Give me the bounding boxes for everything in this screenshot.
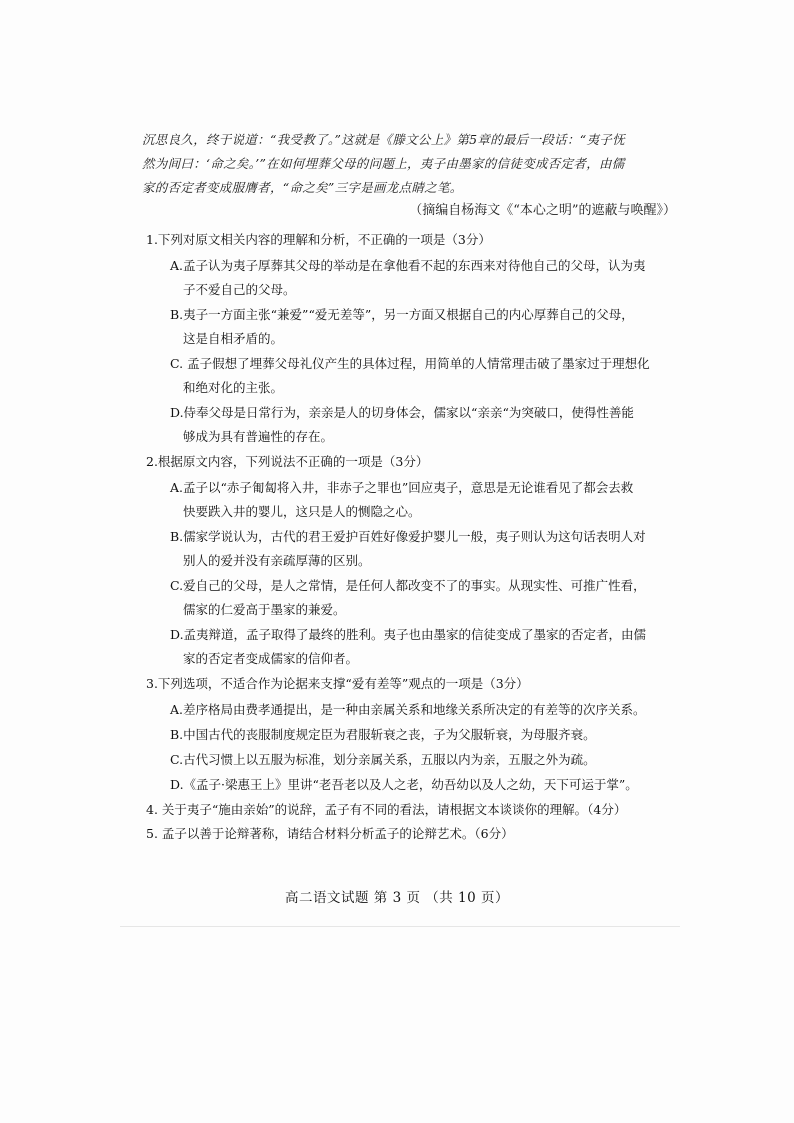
option-text-cont: 这是自相矛盾的。 [183, 331, 284, 346]
option-text: D.侍奉父母是日常行为，亲亲是人的切身体会，儒家以“亲亲“为突破口，使得性善能 [170, 405, 634, 420]
option-text-cont: 够成为具有普遍性的存在。 [183, 429, 334, 444]
question-3 [146, 672, 666, 797]
option-text: A.孟子以“赤子匍匐将入井，非赤子之罪也”回应夷子，意思是无论谁看见了都会去救 [170, 480, 634, 495]
question-4: 4. 关于夷子“施由亲始”的说辞，孟子有不同的看法，请根据文本谈谈你的理解。（4分） [146, 802, 627, 817]
option-c [170, 574, 666, 622]
option-text-cont: 快要跌入井的婴儿，这只是人的恻隐之心。 [183, 504, 421, 519]
option-d: D.《孟子·梁惠王上》里讲“老吾老以及人之老，幼吾幼以及人之幼，天下可运于掌”。 [170, 777, 638, 792]
passage-line: 家的否定者变成服膺者，“命之矣”三字是画龙点睛之笔。 [142, 180, 463, 195]
option-b: B.中国古代的丧服制度规定臣为君服斩衰之丧，子为父服斩衰，为母服齐衰。 [170, 727, 596, 742]
option-c [170, 352, 666, 400]
option-b [170, 525, 666, 573]
question-stem: 3.下列选项，不适合作为论据来支撑“爱有差等”观点的一项是（3分） [146, 676, 529, 691]
option-text-cont: 别人的爱并没有亲疏厚薄的区别。 [183, 553, 371, 568]
option-text: B.夷子一方面主张“兼爱”“爱无差等”，另一方面又根据自己的内心厚葬自己的父母， [170, 307, 634, 322]
option-a: A.差序格局由费孝通提出，是一种由亲属关系和地缘关系所决定的有差等的次序关系。 [170, 702, 646, 717]
option-text-cont: 儒家的仁爱高于墨家的兼爱。 [183, 602, 346, 617]
option-text: C.爱自己的父母，是人之常情，是任何人都改变不了的事实。从现实性、可推广性看， [170, 578, 646, 593]
option-b [170, 303, 666, 351]
option-c: C.古代习惯上以五服为标准，划分亲属关系，五服以内为亲，五服之外为疏。 [170, 752, 596, 767]
option-text: C. 孟子假想了埋葬父母礼仪产生的具体过程，用简单的人情常理击破了墨家过于理想化 [170, 356, 650, 371]
option-text: D.孟夷辩道，孟子取得了最终的胜利。夷子也由墨家的信徒变成了墨家的否定者，由儒 [170, 627, 647, 642]
passage-excerpt [142, 128, 682, 200]
option-text-cont: 和绝对化的主张。 [183, 380, 284, 395]
option-d [170, 401, 666, 449]
option-text: B.儒家学说认为，古代的君王爱护百姓好像爱护婴儿一般，夷子则认为这句话表明人对 [170, 529, 646, 544]
question-1 [146, 228, 666, 449]
option-d [170, 623, 666, 671]
option-a [170, 254, 666, 302]
option-a [170, 476, 666, 524]
passage-line: 沉思良久，终于说道：“我受教了。”这就是《滕文公上》第5章的最后一段话：“夷子怃 [142, 132, 625, 147]
question-stem: 2.根据原文内容，下列说法不正确的一项是（3分） [146, 454, 429, 469]
passage-line: 然为间曰：‘命之矣。’”在如何埋葬父母的问题上，夷子由墨家的信徒变成否定者，由儒 [142, 156, 625, 171]
option-text: A.孟子认为夷子厚葬其父母的举动是在拿他看不起的东西来对待他自己的父母，认为夷 [170, 258, 646, 273]
question-5: 5. 孟子以善于论辩著称，请结合材料分析孟子的论辩艺术。（6分） [146, 826, 514, 841]
option-text-cont: 子不爱自己的父母。 [183, 282, 296, 297]
passage-source: （摘编自杨海文《“本心之明”的遮蔽与唤醒》） [409, 203, 676, 218]
scan-artifact-line [120, 926, 680, 927]
question-list [146, 228, 666, 846]
option-text-cont: 家的否定者变成儒家的信仰者。 [183, 651, 359, 666]
question-stem: 1.下列对原文相关内容的理解和分析，不正确的一项是（3分） [146, 232, 491, 247]
page-footer: 高二语文试题 第 3 页 （共 10 页） [284, 890, 509, 906]
question-2 [146, 450, 666, 671]
